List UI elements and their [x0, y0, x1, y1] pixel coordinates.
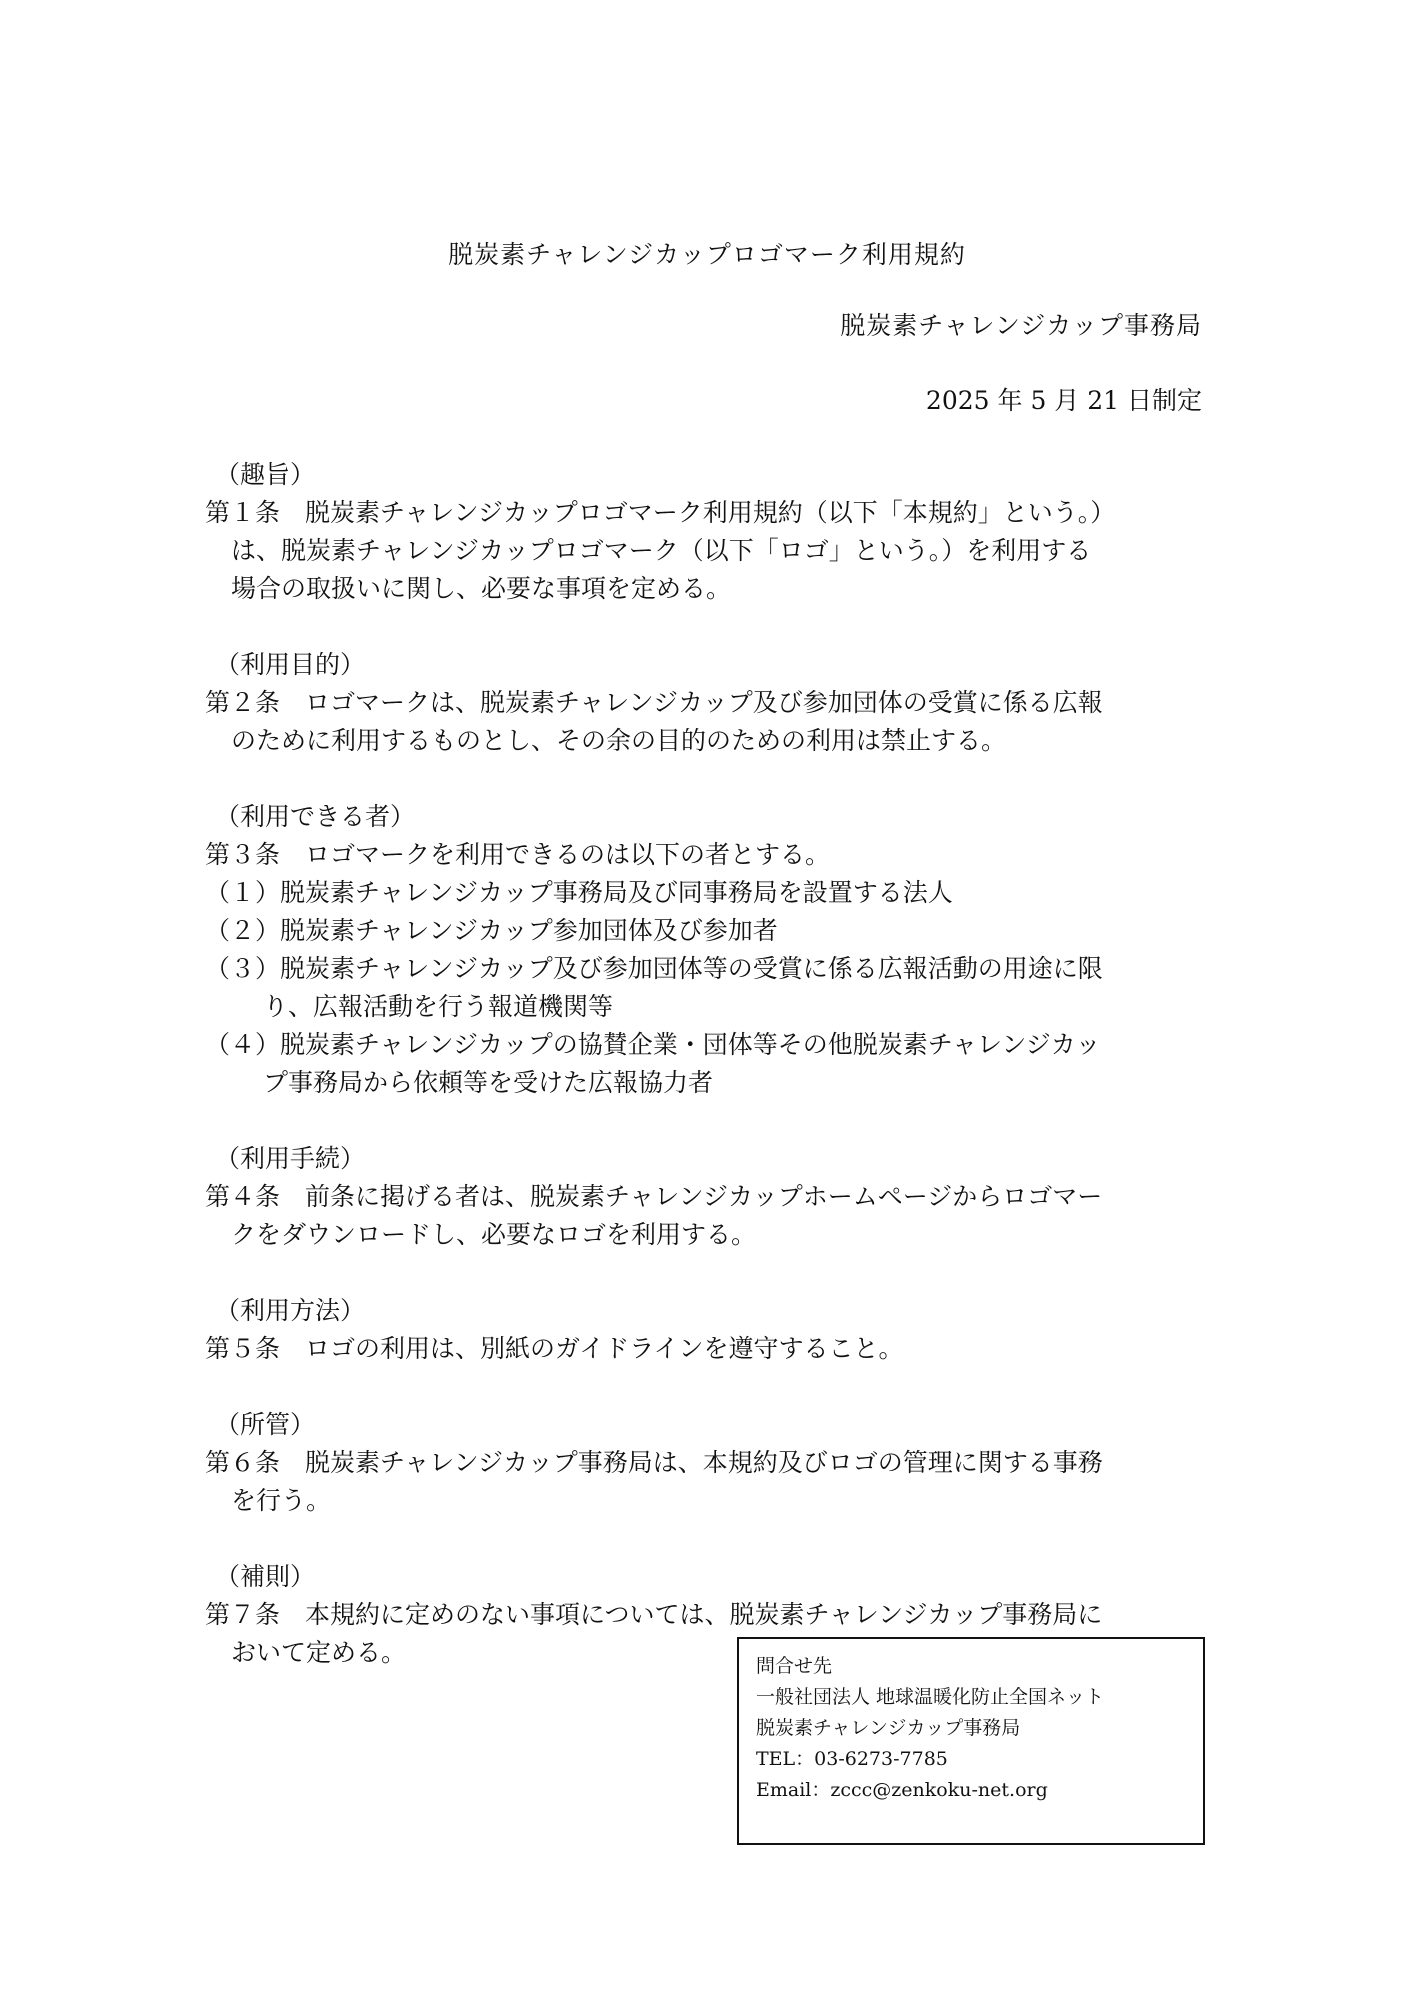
section-eligible-users: [205, 798, 1205, 1102]
article-7-line: 第７条 本規約に定めのない事項については、脱炭素チャレンジカップ事務局に: [205, 1600, 1103, 1629]
section-procedure: [205, 1140, 1205, 1254]
article-1-line: 第１条 脱炭素チャレンジカップロゴマーク利用規約（以下「本規約」という。）: [205, 498, 1116, 527]
article-5-line: 第５条 ロゴの利用は、別紙のガイドラインを遵守すること。: [205, 1334, 904, 1363]
section-heading: （利用できる者）: [215, 802, 416, 831]
article-4-line: 第４条 前条に掲げる者は、脱炭素チャレンジカップホームページからロゴマー: [205, 1182, 1103, 1211]
article-4-line: クをダウンロードし、必要なロゴを利用する。: [231, 1220, 757, 1249]
section-usage-purpose: [205, 646, 1205, 760]
list-item: （２）脱炭素チャレンジカップ参加団体及び参加者: [205, 916, 778, 945]
contact-box: [737, 1637, 1205, 1845]
list-item: （４）脱炭素チャレンジカップの協賛企業・団体等その他脱炭素チャレンジカッ: [205, 1030, 1101, 1059]
document-body: [205, 456, 1205, 1710]
section-heading: （趣旨）: [215, 460, 316, 489]
section-heading: （補則）: [215, 1562, 316, 1591]
article-3-line: 第３条 ロゴマークを利用できるのは以下の者とする。: [205, 840, 831, 869]
contact-organization: 一般社団法人 地球温暖化防止全国ネット: [756, 1686, 1105, 1708]
article-7-line: おいて定める。: [231, 1638, 407, 1667]
article-6-line: を行う。: [231, 1486, 332, 1515]
section-heading: （利用方法）: [215, 1296, 366, 1325]
list-item: （３）脱炭素チャレンジカップ及び参加団体等の受賞に係る広報活動の用途に限: [205, 954, 1103, 983]
section-purpose: [205, 456, 1205, 608]
enactment-date: 2025 年 5 月 21 日制定: [925, 386, 1202, 415]
list-item-continuation: プ事務局から依頼等を受けた広報協力者: [263, 1068, 714, 1097]
article-1-line: は、脱炭素チャレンジカップロゴマーク（以下「ロゴ」という。）を利用する: [231, 536, 1092, 565]
section-heading: （利用手続）: [215, 1144, 366, 1173]
contact-office: 脱炭素チャレンジカップ事務局: [756, 1717, 1021, 1739]
contact-email: Email：zccc@zenkoku-net.org: [756, 1779, 1048, 1801]
article-2-line: 第２条 ロゴマークは、脱炭素チャレンジカップ及び参加団体の受賞に係る広報: [205, 688, 1103, 717]
list-item-continuation: り、広報活動を行う報道機関等: [263, 992, 614, 1021]
section-heading: （所管）: [215, 1410, 316, 1439]
article-6-line: 第６条 脱炭素チャレンジカップ事務局は、本規約及びロゴの管理に関する事務: [205, 1448, 1103, 1477]
section-usage-method: [205, 1292, 1205, 1368]
contact-tel: TEL：03-6273-7785: [756, 1748, 948, 1770]
contact-label: 問合せ先: [756, 1655, 833, 1677]
section-jurisdiction: [205, 1406, 1205, 1520]
article-1-line: 場合の取扱いに関し、必要な事項を定める。: [231, 574, 732, 603]
list-item: （１）脱炭素チャレンジカップ事務局及び同事務局を設置する法人: [205, 878, 953, 907]
document-title: 脱炭素チャレンジカップロゴマーク利用規約: [448, 240, 966, 269]
article-2-line: のために利用するものとし、その余の目的のための利用は禁止する。: [231, 726, 1007, 755]
section-heading: （利用目的）: [215, 650, 366, 679]
issuer-name: 脱炭素チャレンジカップ事務局: [840, 311, 1202, 340]
